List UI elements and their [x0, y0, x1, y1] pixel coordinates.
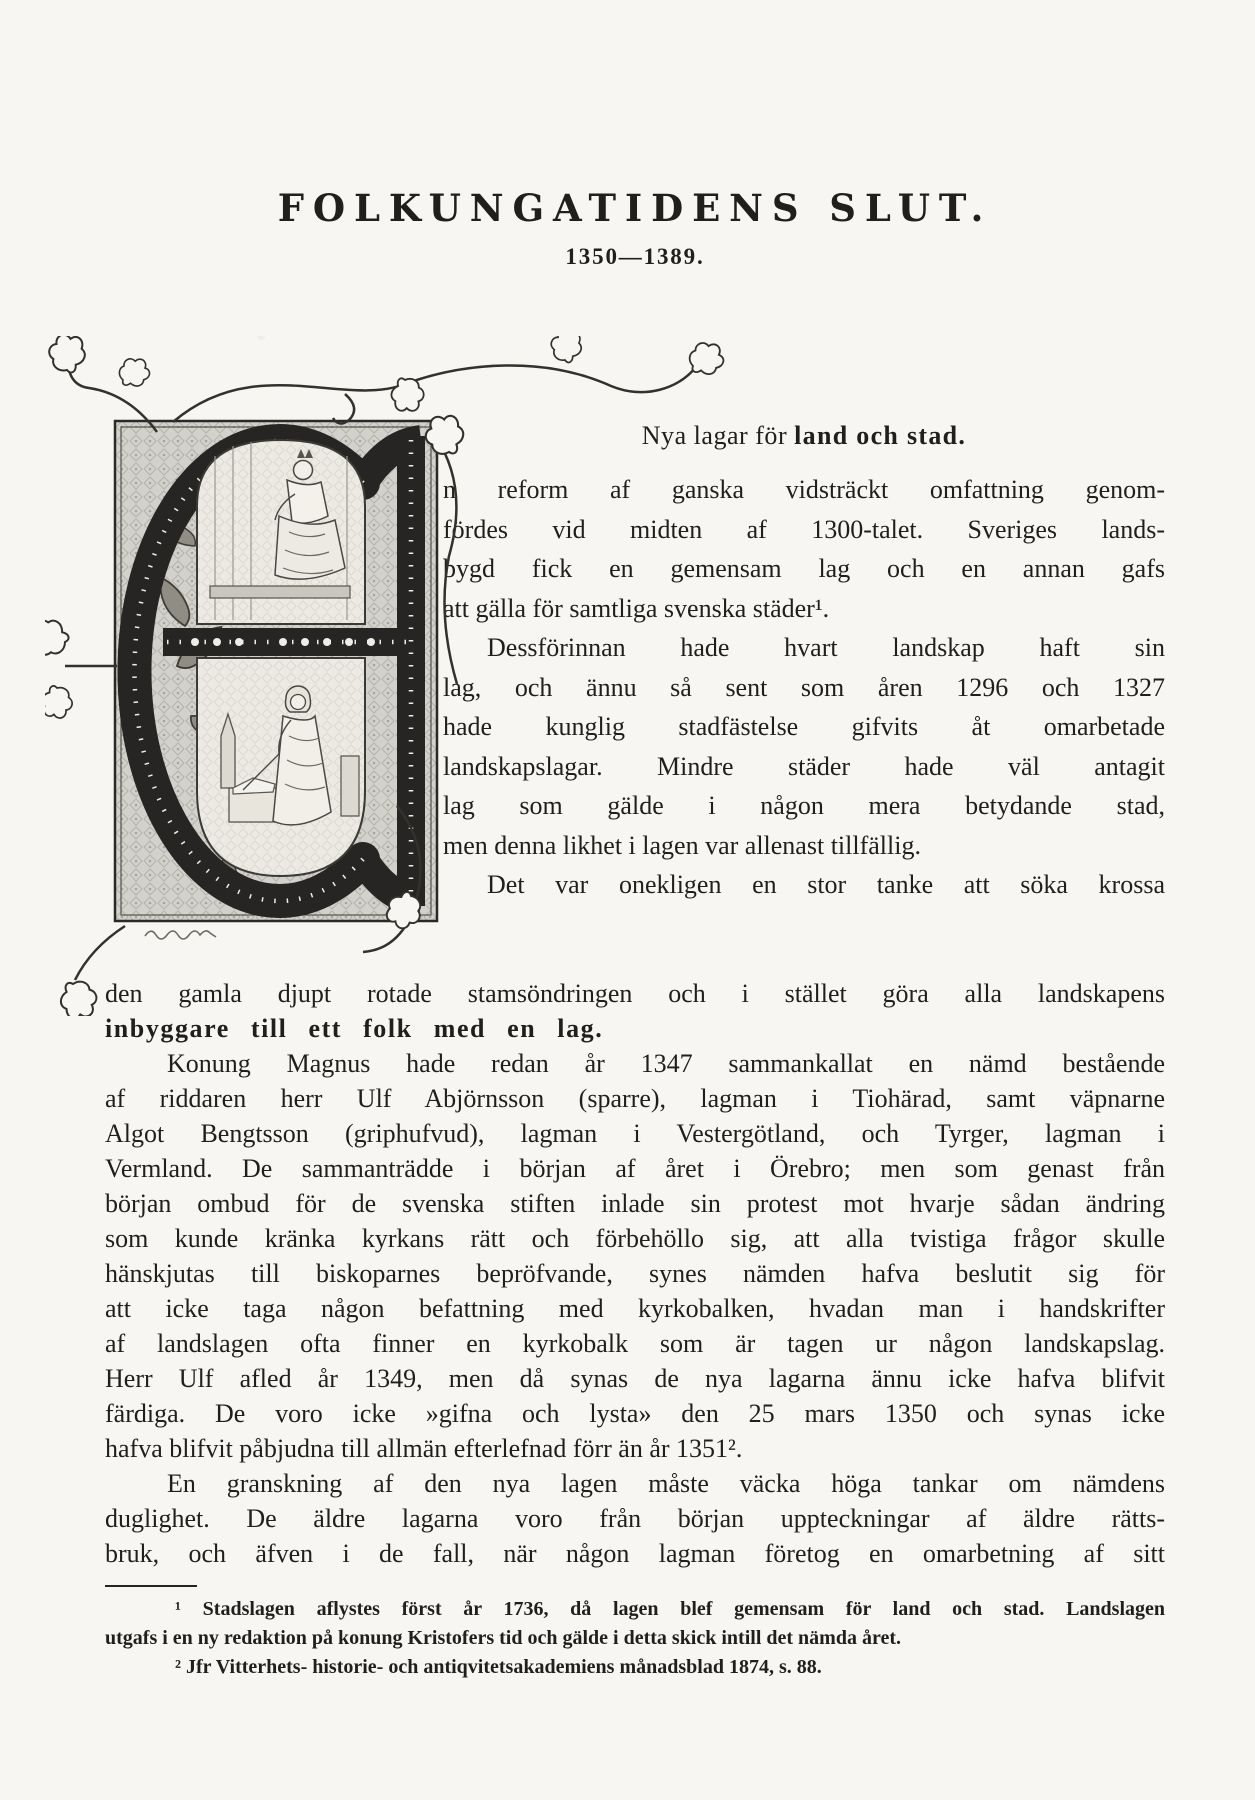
text-line: Herr Ulf afled år 1349, men då synas de nya lagarna ännu icke hafva blifvit [105, 1364, 1165, 1393]
section-heading-normal: Nya lagar för [641, 421, 795, 450]
illuminated-initial-artwork [45, 336, 745, 1016]
text-line: bruk, och äfven i de fall, när någon lagman företog en omarbetning af sitt [105, 1539, 1165, 1568]
page-title: FOLKUNGATIDENS SLUT. [277, 186, 993, 230]
text-line: ¹ Stadslagen aflystes först år 1736, då lagen blef gemensam för land och stad. Landslagen [175, 1598, 1165, 1620]
text-line: att gälla för samtliga svenska städer¹. [443, 593, 830, 623]
emphasis-line: inbyggare till ett folk med en lag. [105, 1014, 604, 1043]
text-line: som kunde kränka kyrkans rätt och förbehöllo sig, att alla tvistiga frågor skulle [105, 1224, 1165, 1253]
scribe-scene [197, 658, 365, 876]
text-line: Dessförinnan hade hvart landskap haft sin [487, 633, 1165, 662]
text-line: fördes vid midten af 1300-talet. Sveriges lands- [443, 514, 1165, 544]
body-text [105, 976, 1165, 1682]
text-line: färdiga. De voro icke »gifna och lysta» den 25 mars 1350 och synas icke [105, 1399, 1165, 1428]
text-line: Algot Bengtsson (griphufvud), lagman i Vestergötland, och Tyrger, lagman i [105, 1119, 1165, 1148]
text-line: lag som gälde i någon mera betydande stad, [443, 791, 1165, 820]
text-line: landskapslagar. Mindre städer hade väl antagit [443, 751, 1165, 781]
text-line: att icke taga någon befattning med kyrkobalken, hvadan man i handskrifter [105, 1294, 1165, 1323]
text-line: Vermland. De sammanträdde i början af året i Örebro; men som genast från [105, 1154, 1165, 1183]
footnotes [105, 1595, 1165, 1682]
text-line: lag, och ännu så sent som åren 1296 och 1327 [443, 672, 1165, 702]
text-line: hafva blifvit påbjudna till allmän efterlefnad förr än år 1351². [105, 1434, 743, 1463]
section-heading-bold: land och stad. [794, 421, 967, 450]
text-line: En granskning af den nya lagen måste väcka höga tankar om nämdens [167, 1469, 1165, 1498]
text-line: den gamla djupt rotade stamsöndringen och i stället göra alla landskapens [105, 979, 1165, 1008]
text-line: Konung Magnus hade redan år 1347 sammankallat en nämd bestående [167, 1049, 1165, 1078]
text-line: hänskjutas till biskoparnes bepröfvande, synes nämden hafva beslutit sig för [105, 1259, 1165, 1288]
king-scene [197, 440, 365, 624]
text-line: duglighet. De äldre lagarna voro från början uppteckningar af äldre rätts- [105, 1504, 1165, 1533]
text-line: utgafs i en ny redaktion på konung Kristofers tid och gälde i detta skick intill det nämda året. [105, 1627, 901, 1649]
text-line: n reform af ganska vidsträckt omfattning genom- [443, 475, 1165, 504]
text-line: af riddaren herr Ulf Abjörnsson (sparre), lagman i Tiohärad, samt väpnarne [105, 1084, 1165, 1113]
illuminated-initial [105, 416, 437, 976]
footnote-rule [105, 1585, 197, 1587]
text-line: bygd fick en gemensam lag och en annan gafs [443, 554, 1165, 583]
opening-section [105, 416, 1165, 905]
engraver-signature-mark [145, 931, 216, 939]
text-line: början ombud för de svenska stiften inlade sin protest mot hvarje sådan ändring [105, 1189, 1165, 1218]
text-line: ² Jfr Vitterhets- historie- och antiqvitetsakademiens månadsblad 1874, s. 88. [175, 1656, 822, 1678]
page-subtitle: 1350—1389. [565, 244, 705, 269]
text-line: hade kunglig stadfästelse gifvits åt omarbetade [443, 712, 1165, 741]
paragraph-lines [105, 1046, 1165, 1571]
text-line: Det var onekligen en stor tanke att söka krossa [487, 870, 1165, 899]
text-line: men denna likhet i lagen var allenast tillfällig. [443, 830, 921, 860]
text-line: af landslagen ofta finner en kyrkobalk som är tagen ur någon landskapslag. [105, 1329, 1165, 1358]
